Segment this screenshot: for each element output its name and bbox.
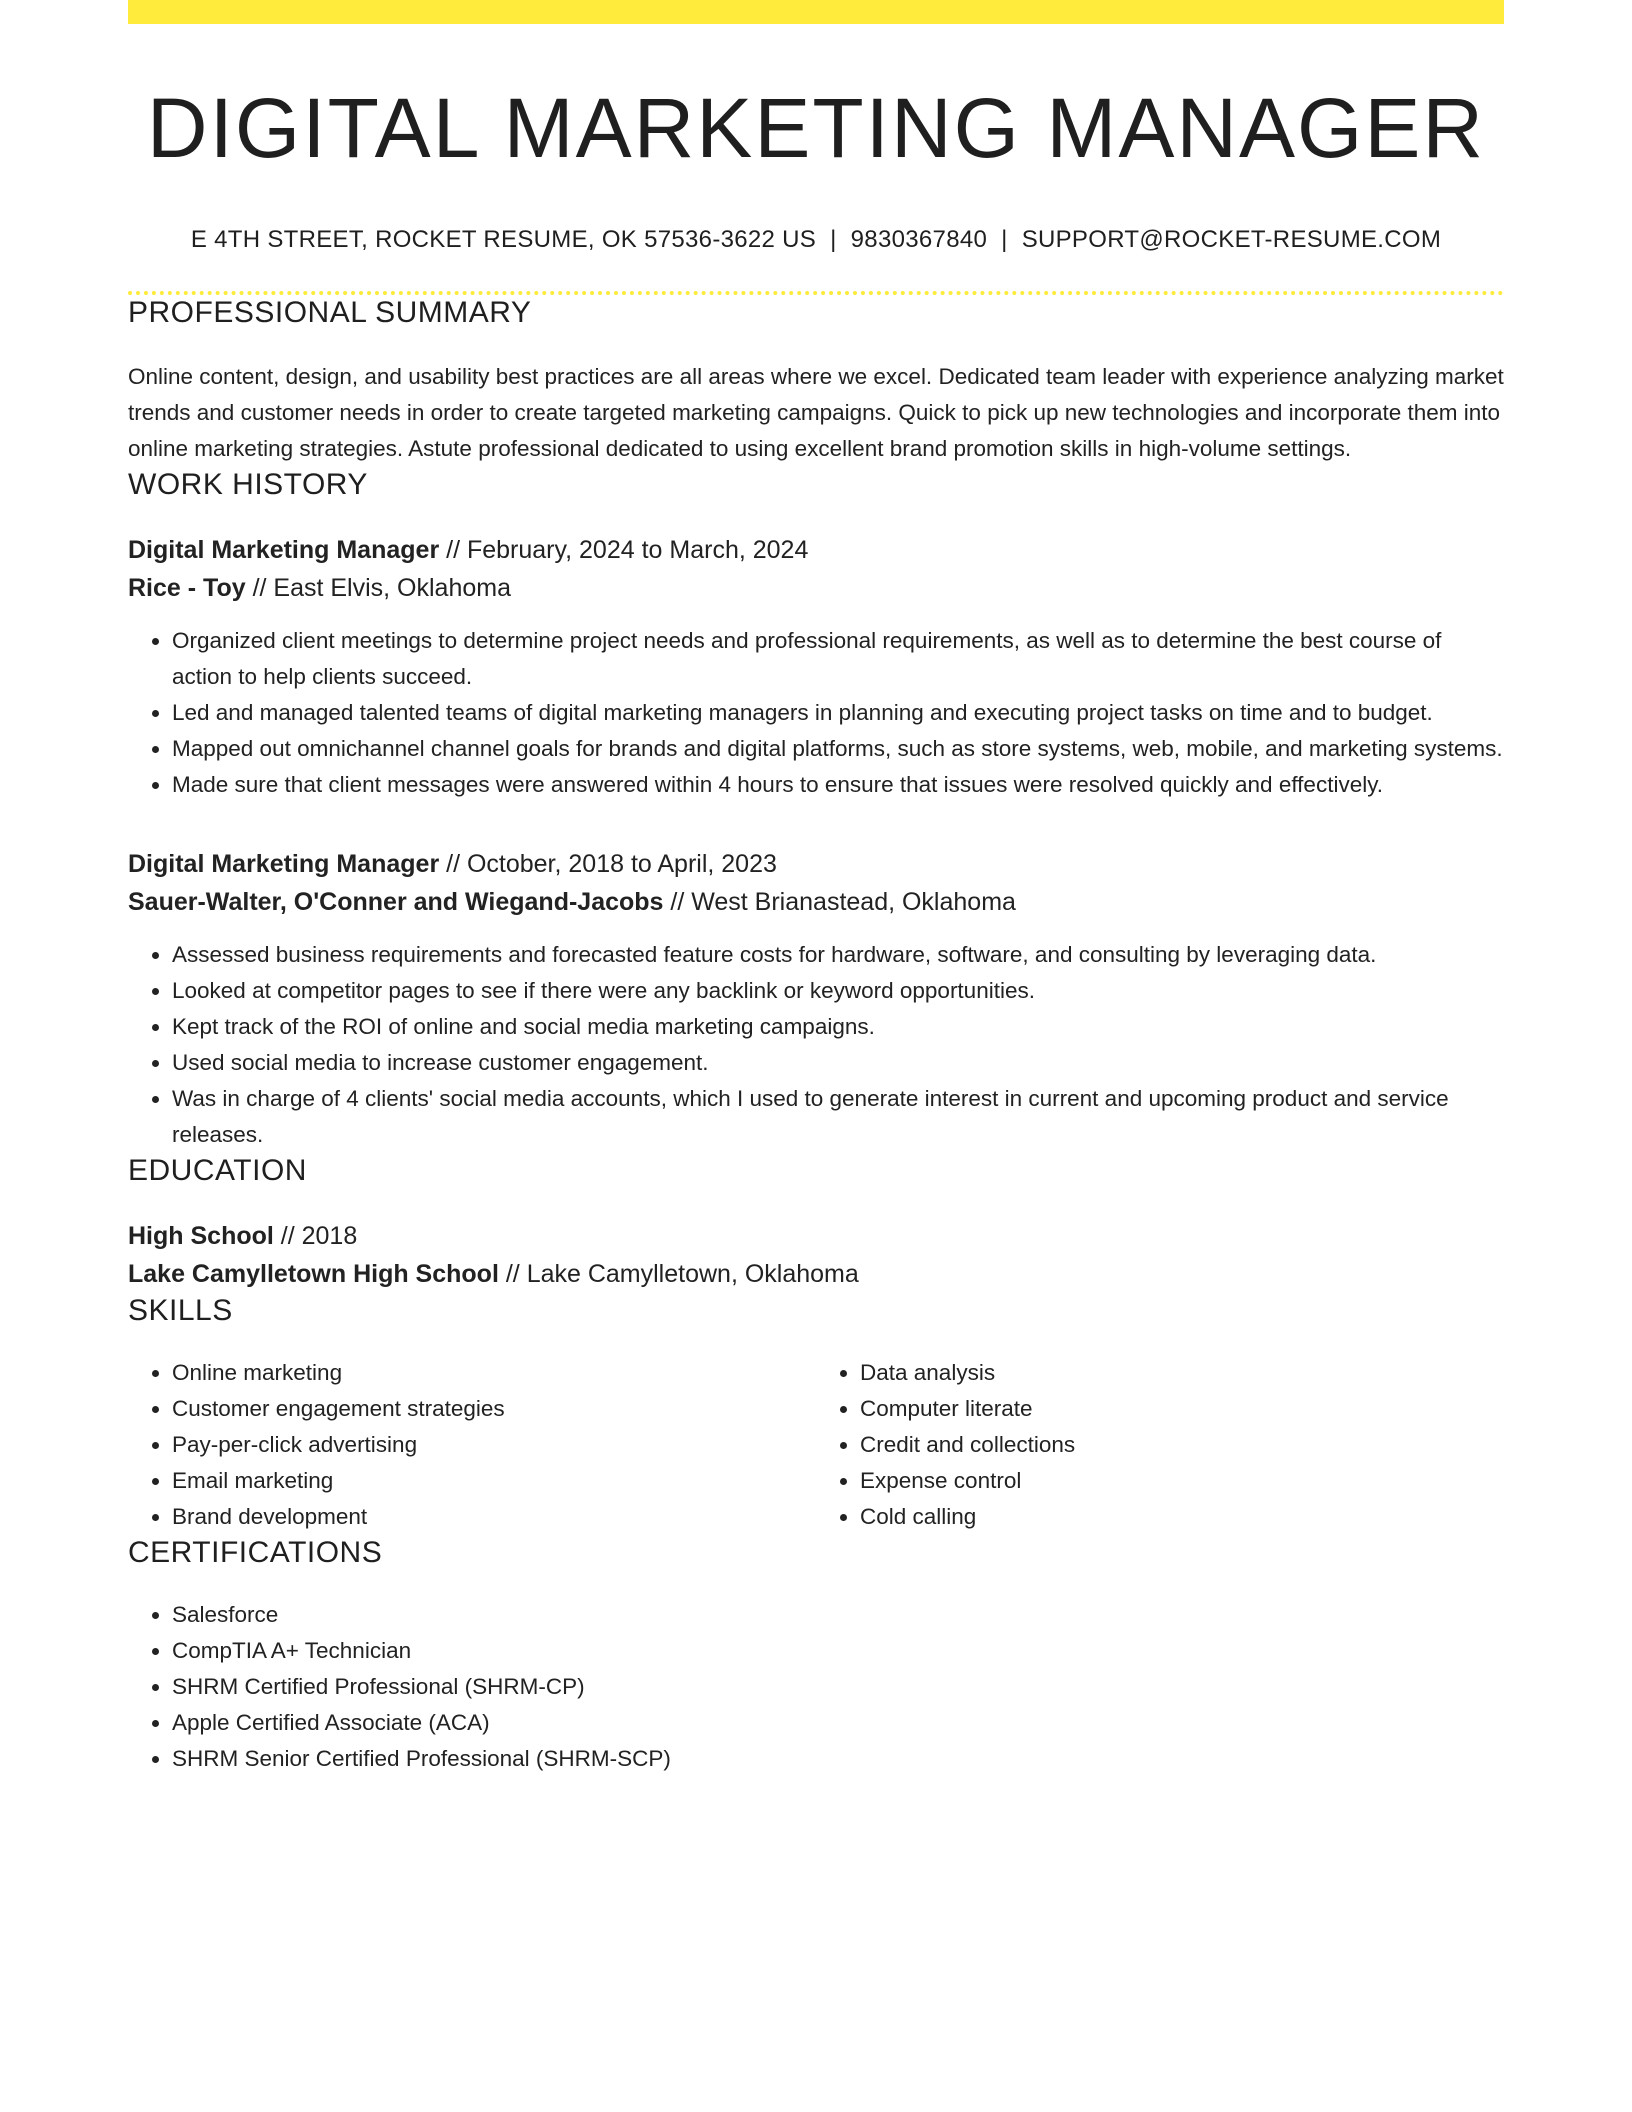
job-bullet: • Made sure that client messages were answered within 4 hours to ensure that issues were resolved quickly and effectively. [172, 767, 1504, 803]
contact-line [128, 226, 1504, 255]
skill-item: • Data analysis [860, 1355, 1504, 1391]
certification-item: • Apple Certified Associate (ACA) [172, 1705, 1504, 1741]
skill-item: • Online marketing [172, 1355, 816, 1391]
skill-item: • Pay-per-click advertising [172, 1427, 816, 1463]
job-bullet: • Organized client meetings to determine project needs and professional requirements, as well as to determine the best course of action to help clients succeed. [172, 623, 1504, 695]
skill-item: • Credit and collections [860, 1427, 1504, 1463]
job-bullet: • Mapped out omnichannel channel goals for brands and digital platforms, such as store systems, web, mobile, and marketing systems. [172, 731, 1504, 767]
skills-columns [128, 1355, 1504, 1535]
job-company-line [128, 883, 1504, 921]
certification-item: • SHRM Senior Certified Professional (SHRM-SCP) [172, 1741, 1504, 1777]
certification-item: • CompTIA A+ Technician [172, 1633, 1504, 1669]
certification-item: • Salesforce [172, 1597, 1504, 1633]
job-entry [128, 531, 1504, 803]
skill-item: • Computer literate [860, 1391, 1504, 1427]
skill-item: • Email marketing [172, 1463, 816, 1499]
resume-page [128, 0, 1504, 1777]
skill-item: • Cold calling [860, 1499, 1504, 1535]
job-role-line [128, 531, 1504, 569]
skills-list-right [816, 1355, 1504, 1535]
job-bullet: • Kept track of the ROI of online and social media marketing campaigns. [172, 1009, 1504, 1045]
certifications-heading: CERTIFICATIONS [128, 1536, 383, 1570]
job-location: // East Elvis, Oklahoma [245, 574, 511, 603]
job-bullet: • Led and managed talented teams of digital marketing managers in planning and executing project tasks on time and to budget. [172, 695, 1504, 731]
certifications-list [128, 1597, 1504, 1777]
certification-item: • SHRM Certified Professional (SHRM-CP) [172, 1669, 1504, 1705]
job-role: Digital Marketing Manager [128, 850, 440, 879]
education-school-line [128, 1255, 1504, 1293]
resume-title: DIGITAL MARKETING MANAGER [146, 81, 1486, 175]
summary-text: Online content, design, and usability best practices are all areas where we excel. Dedicated team leader with experience analyzing market trends and customer needs in order to create targeted marketing campaigns. Quick to pick up new technologies and incorporate them into online marketing strategies. Astute professional dedicated to using excellent brand promotion skills in high-volume settings. [128, 364, 1504, 462]
job-bullets [128, 937, 1504, 1153]
job-bullet: • Assessed business requirements and forecasted feature costs for hardware, software, and consulting by leveraging data. [172, 937, 1504, 973]
contact-address: E 4TH STREET, ROCKET RESUME, OK 57536-3622 US [190, 226, 817, 254]
education-degree: High School [128, 1222, 274, 1251]
accent-top-bar [128, 0, 1504, 24]
job-location: // West Brianastead, Oklahoma [663, 888, 1016, 917]
skill-item: • Expense control [860, 1463, 1504, 1499]
education-degree-line [128, 1217, 1504, 1255]
job-company: Rice - Toy [128, 574, 246, 603]
education-entry [128, 1217, 1504, 1293]
education-heading: EDUCATION [128, 1154, 307, 1188]
job-company-line [128, 569, 1504, 607]
summary-heading: PROFESSIONAL SUMMARY [128, 296, 532, 330]
job-dates: // October, 2018 to April, 2023 [439, 850, 777, 879]
job-company: Sauer-Walter, O'Conner and Wiegand-Jacobs [128, 888, 664, 917]
education-location: // Lake Camylletown, Oklahoma [498, 1260, 859, 1289]
education-school: Lake Camylletown High School [128, 1260, 499, 1289]
job-role-line [128, 845, 1504, 883]
job-entry [128, 845, 1504, 1153]
contact-email: SUPPORT@ROCKET-RESUME.COM [1021, 226, 1442, 254]
skills-heading: SKILLS [128, 1294, 233, 1328]
contact-phone: 9830367840 [850, 226, 988, 254]
job-bullet: • Used social media to increase customer engagement. [172, 1045, 1504, 1081]
job-bullet: • Was in charge of 4 clients' social media accounts, which I used to generate interest in current and upcoming product and service releases. [172, 1081, 1504, 1153]
education-year: // 2018 [273, 1222, 358, 1251]
skills-list-left [128, 1355, 816, 1535]
job-role: Digital Marketing Manager [128, 536, 440, 565]
contact-separator: | [830, 226, 837, 254]
contact-separator: | [1001, 226, 1008, 254]
job-bullet: • Looked at competitor pages to see if there were any backlink or keyword opportunities. [172, 973, 1504, 1009]
work-history-heading: WORK HISTORY [128, 468, 368, 502]
skill-item: • Brand development [172, 1499, 816, 1535]
job-bullets [128, 623, 1504, 803]
job-dates: // February, 2024 to March, 2024 [439, 536, 809, 565]
skill-item: • Customer engagement strategies [172, 1391, 816, 1427]
